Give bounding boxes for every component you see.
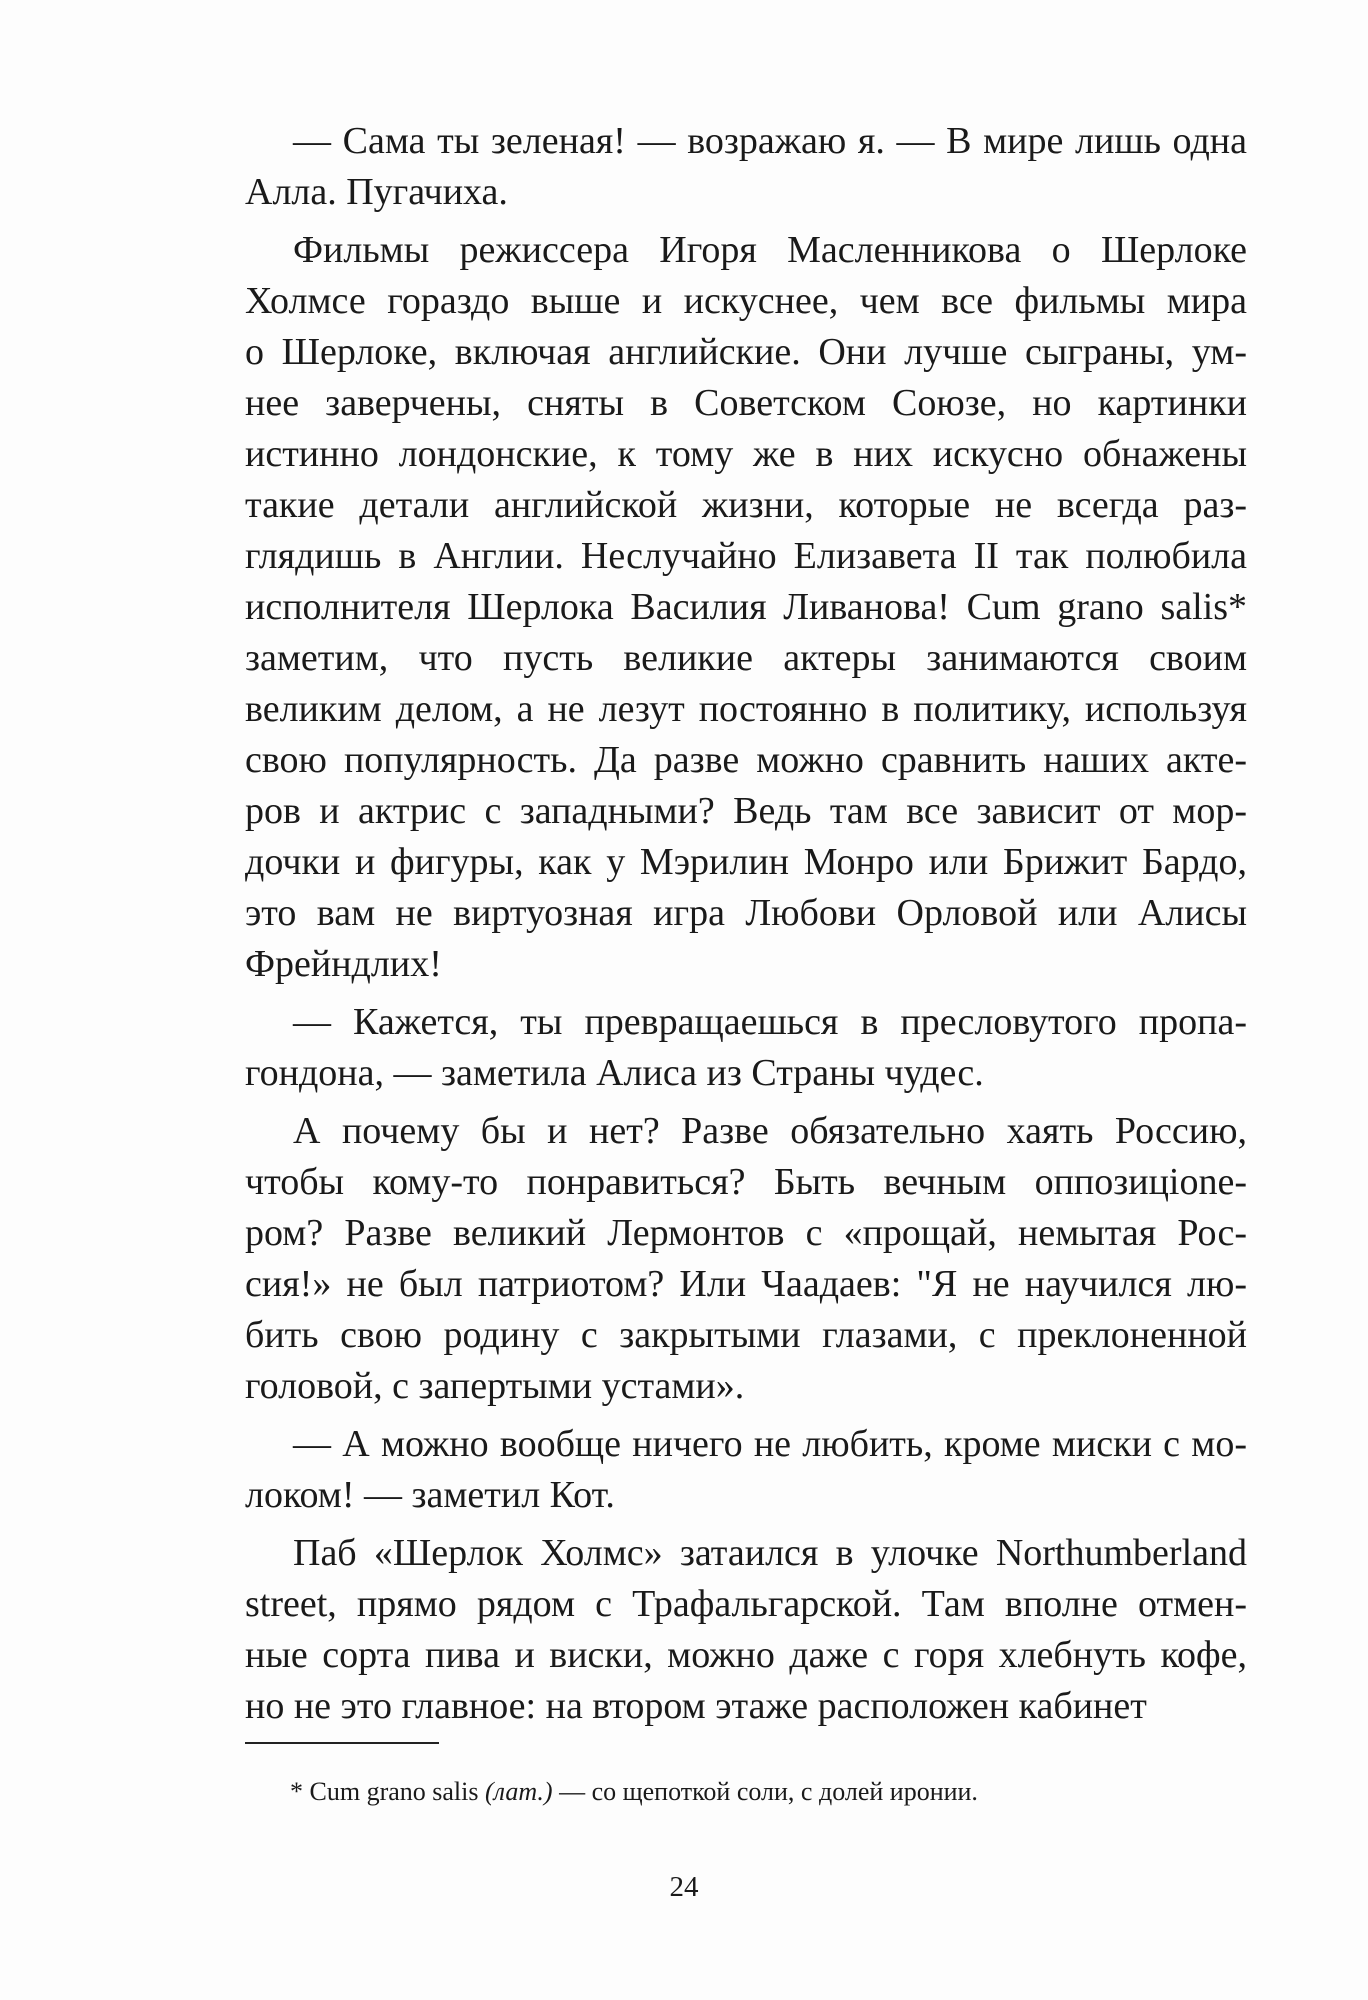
text-line: гондона, — заметила Алиса из Страны чудес. <box>245 1052 984 1094</box>
footnote-text: — со щепоткой соли, с долей иронии. <box>559 1777 978 1806</box>
text-line: головой, с запертыми устами». <box>245 1365 745 1407</box>
text-line: ром? Разве великий Лермонтов с «прощай, немытая Рос- <box>245 1212 1247 1254</box>
text-line: такие детали английской жизни, которые не всегда раз- <box>245 484 1247 526</box>
paragraph-gap <box>245 990 1247 997</box>
paragraph-gap <box>245 1521 1247 1528</box>
text-line: но не это главное: на втором этаже расположен кабинет <box>245 1685 1147 1727</box>
text-line: street, прямо рядом с Трафальгарской. Там вполне отмен- <box>245 1583 1247 1625</box>
text-line: это вам не виртуозная игра Любови Орловой или Алисы <box>245 892 1247 934</box>
text-line: сия!» не был патриотом? Или Чаадаев: "Я не научился лю- <box>245 1263 1247 1305</box>
paragraph <box>245 1419 1247 1521</box>
paragraph-gap <box>245 1099 1247 1106</box>
text-line: нее заверчены, сняты в Советском Союзе, но картинки <box>245 382 1247 424</box>
text-line: свою популярность. Да разве можно сравнить наших акте- <box>245 739 1247 781</box>
paragraph-gap <box>245 218 1247 225</box>
text-line: исполнителя Шерлока Василия Ливанова! Cum grano salis* <box>245 586 1247 628</box>
text-line: Алла. Пугачиха. <box>245 171 508 213</box>
text-line: — Кажется, ты превращаешься в пресловутого пропа- <box>293 1001 1247 1043</box>
text-line: великим делом, а не лезут постоянно в политику, используя <box>245 688 1247 730</box>
text-line: — Сама ты зеленая! — возражаю я. — В мире лишь одна <box>293 120 1247 162</box>
paragraph <box>245 997 1247 1099</box>
text-line: бить свою родину с закрытыми глазами, с преклоненной <box>245 1314 1247 1356</box>
text-line: заметим, что пусть великие актеры занимаются своим <box>245 637 1247 679</box>
footnote-language: (лат.) <box>485 1777 553 1806</box>
text-line: истинно лондонские, к тому же в них искусно обнажены <box>245 433 1247 475</box>
text-line: — А можно вообще ничего не любить, кроме миски с мо- <box>293 1423 1247 1465</box>
text-line: локом! — заметил Кот. <box>245 1474 615 1516</box>
paragraph <box>245 225 1247 990</box>
footnote <box>290 1775 978 1809</box>
paragraph <box>245 1106 1247 1412</box>
text-line: чтобы кому-то понравиться? Быть вечным оппозицione- <box>245 1161 1247 1203</box>
footnote-marker: * <box>290 1777 303 1806</box>
footnote-divider <box>245 1742 439 1744</box>
text-line: ные сорта пива и виски, можно даже с горя хлебнуть кофе, <box>245 1634 1247 1676</box>
page-number: 24 <box>669 1871 699 1903</box>
text-line: о Шерлоке, включая английские. Они лучше сыграны, ум- <box>245 331 1247 373</box>
text-line: ров и актрис с западными? Ведь там все зависит от мор- <box>245 790 1247 832</box>
main-text <box>245 116 1247 1732</box>
text-line: Фильмы режиссера Игоря Масленникова о Шерлоке <box>293 229 1247 271</box>
text-line: А почему бы и нет? Разве обязательно хаять Россию, <box>293 1110 1247 1152</box>
text-line: Паб «Шерлок Холмс» затаился в улочке Northumberland <box>293 1532 1247 1574</box>
text-line: Фрейндлих! <box>245 943 442 985</box>
paragraph <box>245 116 1247 218</box>
footnote-term: Cum grano salis <box>309 1777 479 1806</box>
text-line: глядишь в Англии. Неслучайно Елизавета II так полюбила <box>245 535 1247 577</box>
text-line: Холмсе гораздо выше и искуснее, чем все фильмы мира <box>245 280 1247 322</box>
text-line: дочки и фигуры, как у Мэрилин Монро или Брижит Бардо, <box>245 841 1247 883</box>
paragraph <box>245 1528 1247 1732</box>
paragraph-gap <box>245 1412 1247 1419</box>
